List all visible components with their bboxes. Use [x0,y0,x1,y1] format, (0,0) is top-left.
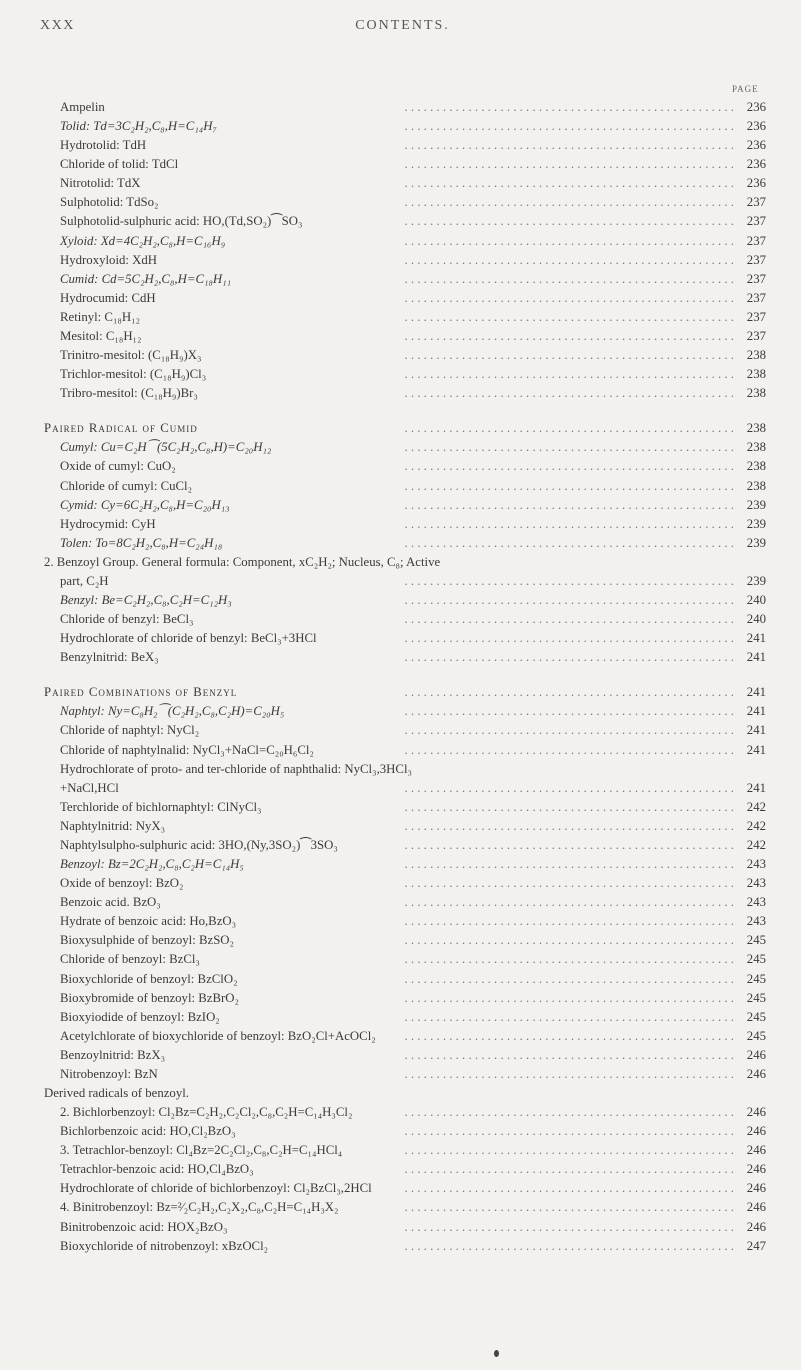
entry-text: Bioxyiodide of benzoyl: BzIO₂ [60,1009,220,1024]
entry-page-number: 237 [746,252,766,267]
toc-entry [60,649,159,665]
entry-text: 2. Bichlorbenzoyl: Cl₂Bz=C₂H₂,C₂Cl₂,C₈,C₂H=C₁₄H₃Cl₂ [60,1105,353,1120]
dot-leader: . . . . . . . . . . . . . . . . . . . . . . . . . . . . . . . . . . . . . . . . . . . . . . . . . . . . [404,290,734,305]
dot-leader: . . . . . . . . . . . . . . . . . . . . . . . . . . . . . . . . . . . . . . . . . . . . . . . . . . . . [404,914,734,929]
entry-page-number: 237 [746,195,766,210]
dot-leader: . . . . . . . . . . . . . . . . . . . . . . . . . . . . . . . . . . . . . . . . . . . . . . . . . . . . [404,818,734,833]
dot-leader: . . . . . . . . . . . . . . . . . . . . . . . . . . . . . . . . . . . . . . . . . . . . . . . . . . . . [404,309,734,324]
toc-entry [60,856,244,872]
entry-page-number: 237 [746,214,766,229]
toc-entry [60,1028,376,1044]
entry-text: Bichlorbenzoic acid: HO,Cl₂BzO₃ [60,1124,236,1139]
toc-entry [60,722,199,738]
entry-text: Chloride of naphtyl: NyCl₂ [60,723,200,738]
entry-page-number: 245 [746,933,766,948]
entry-page-number: 238 [746,478,766,493]
toc-entry [60,990,239,1006]
entry-text: 4. Binitrobenzoyl: Bz=²⁄₂C₂H₂,C₂X₂,C₈,C₂H=C₁₄H₃X₂ [60,1200,339,1215]
toc-entry [60,837,338,853]
entry-page-number: 246 [746,1143,766,1158]
entry-page-number: 246 [746,1066,766,1081]
dot-leader: . . . . . . . . . . . . . . . . . . . . . . . . . . . . . . . . . . . . . . . . . . . . . . . . . . . . [404,478,734,493]
entry-text: Binitrobenzoic acid: HOX₂BzO₃ [60,1219,228,1234]
dot-leader: . . . . . . . . . . . . . . . . . . . . . . . . . . . . . . . . . . . . . . . . . . . . . . . . . . . . [404,252,734,267]
page-title: CONTENTS. [355,18,450,33]
entry-text: Tetrachlor-benzoic acid: HO,Cl₄BzO₃ [60,1162,254,1177]
toc-entry [60,1161,254,1177]
entry-page-number: 241 [746,704,766,719]
dot-leader: . . . . . . . . . . . . . . . . . . . . . . . . . . . . . . . . . . . . . . . . . . . . . . . . . . . . [404,723,734,738]
entry-text: Mesitol: C₁₈H₁₂ [60,328,142,343]
entry-page-number: 237 [746,233,766,248]
entry-text: +NaCl,HCl [60,780,119,795]
dot-leader: . . . . . . . . . . . . . . . . . . . . . . . . . . . . . . . . . . . . . . . . . . . . . . . . . . . . [404,176,734,191]
entry-page-number: 245 [746,990,766,1005]
toc-entry [60,780,119,796]
entry-text: Hydrochlorate of chloride of benzyl: BeCl₃+3HCl [60,631,317,646]
dot-leader: . . . . . . . . . . . . . . . . . . . . . . . . . . . . . . . . . . . . . . . . . . . . . . . . . . . . [404,1143,734,1158]
entry-text: Acetylchlorate of bioxychloride of benzoyl: BzO₂Cl+AcOCl₂ [60,1028,376,1043]
entry-page-number: 237 [746,290,766,305]
dot-leader: . . . . . . . . . . . . . . . . . . . . . . . . . . . . . . . . . . . . . . . . . . . . . . . . . . . . [404,328,734,343]
toc-entry [60,99,105,115]
entry-page-number: 238 [746,459,766,474]
toc-entry [60,458,176,474]
dot-leader: . . . . . . . . . . . . . . . . . . . . . . . . . . . . . . . . . . . . . . . . . . . . . . . . . . . . [404,573,734,588]
entry-page-number: 243 [746,895,766,910]
toc-entry [60,366,206,382]
entry-page-number: 243 [746,914,766,929]
entry-text: Trichlor-mesitol: (C₁₈H₉)Cl₃ [60,367,207,382]
toc-entry [60,818,165,834]
entry-text: Trinitro-mesitol: (C₁₈H₉)X₃ [60,348,202,363]
entry-page-number: 242 [746,818,766,833]
toc-entry [60,478,192,494]
entry-page-number: 236 [746,176,766,191]
dot-leader: . . . . . . . . . . . . . . . . . . . . . . . . . . . . . . . . . . . . . . . . . . . . . . . . . . . . [404,612,734,627]
dot-leader: . . . . . . . . . . . . . . . . . . . . . . . . . . . . . . . . . . . . . . . . . . . . . . . . . . . . [404,535,734,550]
entry-text: Benzyl: Be=C₂H₂,C₈,C₂H=C₁₂H₃ [60,593,232,607]
dot-leader: . . . . . . . . . . . . . . . . . . . . . . . . . . . . . . . . . . . . . . . . . . . . . . . . . . . . [404,933,734,948]
toc-entry [60,271,231,287]
dot-leader: . . . . . . . . . . . . . . . . . . . . . . . . . . . . . . . . . . . . . . . . . . . . . . . . . . . . [404,593,734,607]
dot-leader: . . . . . . . . . . . . . . . . . . . . . . . . . . . . . . . . . . . . . . . . . . . . . . . . . . . . [404,952,734,967]
entry-text: Naphtyl: Ny=C₈H₂⁀(C₂H₂,C₈,C₂H)=C₂₀H₅ [60,704,285,719]
entry-text: Cumyl: Cu=C₂H⁀(5C₂H₂,C₈,H)=C₂₀H₁₂ [60,440,272,455]
entry-page-number: 246 [746,1219,766,1234]
entry-text: Chloride of tolid: TdCl [60,157,179,172]
dot-leader: . . . . . . . . . . . . . . . . . . . . . . . . . . . . . . . . . . . . . . . . . . . . . . . . . . . . [404,497,734,512]
dot-leader: . . . . . . . . . . . . . . . . . . . . . . . . . . . . . . . . . . . . . . . . . . . . . . . . . . . . [404,233,734,248]
toc-entry [60,1180,372,1196]
toc-entry [60,118,217,134]
dot-leader: . . . . . . . . . . . . . . . . . . . . . . . . . . . . . . . . . . . . . . . . . . . . . . . . . . . . [404,704,734,719]
entry-page-number: 243 [746,857,766,872]
entry-page-number: 246 [746,1124,766,1139]
entry-page-number: 240 [746,612,766,627]
dot-leader: . . . . . . . . . . . . . . . . . . . . . . . . . . . . . . . . . . . . . . . . . . . . . . . . . . . . [404,742,734,757]
entry-text: Tolid: Td=3C₂H₂,C₈,H=C₁₄H₇ [60,119,217,134]
dot-leader: . . . . . . . . . . . . . . . . . . . . . . . . . . . . . . . . . . . . . . . . . . . . . . . . . . . . [404,780,734,795]
toc-entry [60,309,140,325]
dot-leader: . . . . . . . . . . . . . . . . . . . . . . . . . . . . . . . . . . . . . . . . . . . . . . . . . . . . [404,440,734,455]
entry-text: Benzylnitrid: BeX₃ [60,650,159,665]
dot-leader: . . . . . . . . . . . . . . . . . . . . . . . . . . . . . . . . . . . . . . . . . . . . . . . . . . . . [404,685,734,700]
page-header [40,12,765,42]
entry-text: Bioxychloride of nitrobenzoyl: xBzOCl₂ [60,1238,269,1253]
dot-leader: . . . . . . . . . . . . . . . . . . . . . . . . . . . . . . . . . . . . . . . . . . . . . . . . . . . . [404,1238,734,1253]
entry-text: Hydrochlorate of proto- and ter-chloride of naphthalid: NyCl₃,3HCl₃ [60,761,412,776]
entry-page-number: 237 [746,328,766,343]
page-column-label: PAGE [732,84,759,94]
entry-text: Sulphotolid-sulphuric acid: HO,(Td,SO₂)⁀SO₃ [60,214,303,229]
dot-leader: . . . . . . . . . . . . . . . . . . . . . . . . . . . . . . . . . . . . . . . . . . . . . . . . . . . . [404,516,734,531]
entry-text: Cymid: Cy=6C₂H₂,C₈,H=C₂₀H₁₃ [60,497,230,512]
entry-page-number: 245 [746,1028,766,1043]
toc-entry [60,1009,220,1025]
entry-text: Nitrobenzoyl: BzN [60,1066,158,1081]
entry-text: Terchloride of bichlornaphtyl: ClNyCl₃ [60,799,262,814]
entry-page-number: 238 [746,421,766,436]
toc-entry [60,535,222,551]
toc-entry [60,971,238,987]
toc-entry [60,573,109,589]
entry-page-number: 246 [746,1181,766,1196]
entry-page-number: 239 [746,573,766,588]
toc-entry [60,1066,158,1082]
entry-page-number: 238 [746,348,766,363]
entry-page-number: 241 [746,631,766,646]
entry-page-number: 241 [746,742,766,757]
entry-page-number: 241 [746,650,766,665]
dot-leader: . . . . . . . . . . . . . . . . . . . . . . . . . . . . . . . . . . . . . . . . . . . . . . . . . . . . [404,1066,734,1081]
entry-page-number: 238 [746,386,766,401]
toc-entry [60,630,317,646]
entry-page-number: 240 [746,593,766,607]
dot-leader: . . . . . . . . . . . . . . . . . . . . . . . . . . . . . . . . . . . . . . . . . . . . . . . . . . . . [404,1162,734,1177]
entry-text: Chloride of naphtylnalid: NyCl₃+NaCl=C₂₀H₆Cl₂ [60,742,314,757]
entry-page-number: 246 [746,1162,766,1177]
entry-page-number: 241 [746,780,766,795]
dot-leader: . . . . . . . . . . . . . . . . . . . . . . . . . . . . . . . . . . . . . . . . . . . . . . . . . . . . [404,386,734,401]
toc-entry [60,592,232,608]
entry-text: Tribro-mesitol: (C₁₈H₉)Br₃ [60,386,198,401]
toc-entry [60,213,302,229]
dot-leader: . . . . . . . . . . . . . . . . . . . . . . . . . . . . . . . . . . . . . . . . . . . . . . . . . . . . [404,837,734,852]
toc-entry [60,233,225,249]
dot-leader: . . . . . . . . . . . . . . . . . . . . . . . . . . . . . . . . . . . . . . . . . . . . . . . . . . . . [404,1200,734,1215]
toc-entry [60,913,236,929]
dot-leader: . . . . . . . . . . . . . . . . . . . . . . . . . . . . . . . . . . . . . . . . . . . . . . . . . . . . [404,990,734,1005]
toc-entry [60,1104,352,1120]
section-heading [44,684,237,700]
entry-text: 3. Tetrachlor-benzoyl: Cl₄Bz=2C₂Cl₂,C₈,C₂H=C₁₄HCl₄ [60,1143,343,1158]
toc-entry [60,156,178,172]
entry-page-number: 238 [746,367,766,382]
toc-entry [44,554,440,570]
toc-entry [60,497,230,513]
entry-text: Ampelin [60,100,105,114]
entry-text: Retinyl: C₁₈H₁₂ [60,309,141,324]
entry-page-number: 236 [746,157,766,172]
dot-leader: . . . . . . . . . . . . . . . . . . . . . . . . . . . . . . . . . . . . . . . . . . . . . . . . . . . . [404,100,734,114]
entry-text: Bioxychloride of benzoyl: BzClO₂ [60,971,238,986]
entry-page-number: 236 [746,138,766,153]
toc-entry [60,347,201,363]
toc-entry [60,175,140,191]
entry-text: Bioxysulphide of benzoyl: BzSO₂ [60,933,235,948]
dot-leader: . . . . . . . . . . . . . . . . . . . . . . . . . . . . . . . . . . . . . . . . . . . . . . . . . . . . [404,271,734,286]
dot-leader: . . . . . . . . . . . . . . . . . . . . . . . . . . . . . . . . . . . . . . . . . . . . . . . . . . . . [404,631,734,646]
toc-entry [60,742,314,758]
toc-entry [60,761,412,777]
entry-text: Chloride of benzyl: BeCl₃ [60,612,194,627]
entry-text: Naphtylnitrid: NyX₃ [60,818,166,833]
entry-text: Tolen: To=8C₂H₂,C₈,H=C₂₄H₁₈ [60,535,223,550]
entry-page-number: 239 [746,516,766,531]
toc-entry [60,385,198,401]
toc-entry [60,1047,165,1063]
dot-leader: . . . . . . . . . . . . . . . . . . . . . . . . . . . . . . . . . . . . . . . . . . . . . . . . . . . . [404,1219,734,1234]
entry-page-number: 242 [746,837,766,852]
toc-entry [60,137,146,153]
entry-page-number: 241 [746,723,766,738]
entry-text: Hydroxyloid: XdH [60,252,158,267]
dot-leader: . . . . . . . . . . . . . . . . . . . . . . . . . . . . . . . . . . . . . . . . . . . . . . . . . . . . [404,1181,734,1196]
entry-text: Paired Radical of Cumid [44,421,198,436]
dot-leader: . . . . . . . . . . . . . . . . . . . . . . . . . . . . . . . . . . . . . . . . . . . . . . . . . . . . [404,138,734,153]
entry-text: Benzoic acid. BzO₃ [60,895,161,910]
entry-page-number: 239 [746,535,766,550]
entry-page-number: 246 [746,1047,766,1062]
entry-text: Benzoyl: Bz=2C₂H₂,C₈,C₂H=C₁₄H₅ [60,857,244,872]
entry-text: Paired Combinations of Benzyl [44,685,238,700]
toc-entry [60,1238,268,1254]
dot-leader: . . . . . . . . . . . . . . . . . . . . . . . . . . . . . . . . . . . . . . . . . . . . . . . . . . . . [404,1124,734,1139]
dot-leader: . . . . . . . . . . . . . . . . . . . . . . . . . . . . . . . . . . . . . . . . . . . . . . . . . . . . [404,214,734,229]
dot-leader: . . . . . . . . . . . . . . . . . . . . . . . . . . . . . . . . . . . . . . . . . . . . . . . . . . . . [404,348,734,363]
entry-text: Hydrochlorate of chloride of bichlorbenzoyl: Cl₂BzCl₃,2HCl [60,1181,372,1196]
entry-text: Cumid: Cd=5C₂H₂,C₈,H=C₁₈H₁₁ [60,271,232,286]
entry-page-number: 246 [746,1105,766,1120]
section-heading [44,420,198,436]
toc-entry [60,799,262,815]
entry-text: Hydrate of benzoic acid: Ho,BzO₃ [60,914,237,929]
entry-text: Oxide of cumyl: CuO₂ [60,459,176,474]
entry-page-number: 245 [746,971,766,986]
dot-leader: . . . . . . . . . . . . . . . . . . . . . . . . . . . . . . . . . . . . . . . . . . . . . . . . . . . . [404,895,734,910]
toc-entry [60,194,158,210]
toc-entry [60,439,271,455]
dot-leader: . . . . . . . . . . . . . . . . . . . . . . . . . . . . . . . . . . . . . . . . . . . . . . . . . . . . [404,1028,734,1043]
dot-leader: . . . . . . . . . . . . . . . . . . . . . . . . . . . . . . . . . . . . . . . . . . . . . . . . . . . . [404,799,734,814]
toc-entry [60,290,156,306]
entry-page-number: 243 [746,876,766,891]
dot-leader: . . . . . . . . . . . . . . . . . . . . . . . . . . . . . . . . . . . . . . . . . . . . . . . . . . . . [404,367,734,382]
entry-text: Derived radicals of benzoyl. [44,1086,189,1100]
entry-page-number: 246 [746,1200,766,1215]
entry-text: Xyloid: Xd=4C₂H₂,C₈,H=C₁₆H₉ [60,233,226,248]
dot-leader: . . . . . . . . . . . . . . . . . . . . . . . . . . . . . . . . . . . . . . . . . . . . . . . . . . . . [404,971,734,986]
page-number: XXX [40,18,75,33]
dot-leader: . . . . . . . . . . . . . . . . . . . . . . . . . . . . . . . . . . . . . . . . . . . . . . . . . . . . [404,650,734,665]
bullet-mark [494,1350,499,1357]
entry-text: Benzoylnitrid: BzX₃ [60,1047,166,1062]
entry-text: Sulphotolid: TdSo₂ [60,195,159,210]
toc-entry [60,1219,227,1235]
entry-page-number: 236 [746,119,766,134]
toc-entry [60,611,193,627]
entry-text: Chloride of benzoyl: BzCl₃ [60,952,200,967]
entry-page-number: 236 [746,100,766,114]
entry-text: Oxide of benzoyl: BzO₂ [60,876,184,891]
entry-page-number: 241 [746,685,766,700]
toc-entry [44,1085,189,1101]
entry-page-number: 238 [746,440,766,455]
toc-entry [60,1199,339,1215]
entry-text: Hydrotolid: TdH [60,138,147,153]
toc-entry [60,932,234,948]
entry-page-number: 242 [746,799,766,814]
toc-entry [60,1142,342,1158]
toc-entry [60,328,141,344]
dot-leader: . . . . . . . . . . . . . . . . . . . . . . . . . . . . . . . . . . . . . . . . . . . . . . . . . . . . [404,459,734,474]
entry-text: Bioxybromide of benzoyl: BzBrO₂ [60,990,239,1005]
entry-text: Naphtylsulpho-sulphuric acid: 3HO,(Ny,3SO₂)⁀3SO₃ [60,837,338,852]
entry-page-number: 239 [746,497,766,512]
dot-leader: . . . . . . . . . . . . . . . . . . . . . . . . . . . . . . . . . . . . . . . . . . . . . . . . . . . . [404,1009,734,1024]
dot-leader: . . . . . . . . . . . . . . . . . . . . . . . . . . . . . . . . . . . . . . . . . . . . . . . . . . . . [404,195,734,210]
dot-leader: . . . . . . . . . . . . . . . . . . . . . . . . . . . . . . . . . . . . . . . . . . . . . . . . . . . . [404,119,734,134]
entry-page-number: 237 [746,271,766,286]
entry-text: Chloride of cumyl: CuCl₂ [60,478,193,493]
entry-text: part, C₂H [60,573,109,588]
toc-entry [60,894,161,910]
entry-page-number: 247 [746,1238,766,1253]
entry-text: Hydrocymid: CyH [60,516,156,531]
entry-page-number: 245 [746,952,766,967]
dot-leader: . . . . . . . . . . . . . . . . . . . . . . . . . . . . . . . . . . . . . . . . . . . . . . . . . . . . [404,1047,734,1062]
dot-leader: . . . . . . . . . . . . . . . . . . . . . . . . . . . . . . . . . . . . . . . . . . . . . . . . . . . . [404,421,734,436]
dot-leader: . . . . . . . . . . . . . . . . . . . . . . . . . . . . . . . . . . . . . . . . . . . . . . . . . . . . [404,876,734,891]
toc-entry [60,1123,236,1139]
toc-entry [60,703,284,719]
toc-entry [60,516,156,532]
toc-entry [60,875,184,891]
entry-page-number: 245 [746,1009,766,1024]
toc-entry [60,951,200,967]
toc-entry [60,252,157,268]
entry-page-number: 237 [746,309,766,324]
entry-text: 2. Benzoyl Group. General formula: Component, xC₂H₂; Nucleus, C₈; Active [44,554,441,569]
entry-text: Nitrotolid: TdX [60,176,141,191]
entry-text: Hydrocumid: CdH [60,290,156,305]
dot-leader: . . . . . . . . . . . . . . . . . . . . . . . . . . . . . . . . . . . . . . . . . . . . . . . . . . . . [404,857,734,872]
dot-leader: . . . . . . . . . . . . . . . . . . . . . . . . . . . . . . . . . . . . . . . . . . . . . . . . . . . . [404,1105,734,1120]
dot-leader: . . . . . . . . . . . . . . . . . . . . . . . . . . . . . . . . . . . . . . . . . . . . . . . . . . . . [404,157,734,172]
